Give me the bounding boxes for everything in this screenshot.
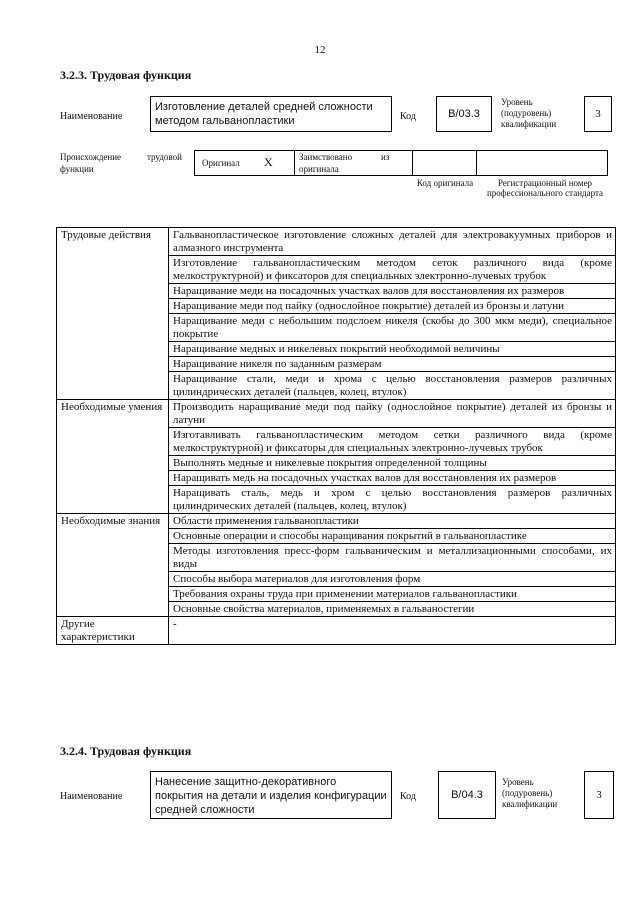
divider [476, 150, 477, 176]
level-label: Уровень (подуровень) квалификации [502, 777, 558, 809]
function-name-box: Нанесение защитно-декоративного покрытия на детали и изделия конфигурации средней сложности [150, 771, 392, 819]
row-item: Наращивание меди с небольшим подслоем никеля (скобы до 300 мкм меди), специальное покрытие [169, 314, 616, 342]
table-row [57, 617, 616, 645]
function-name-box: Изготовление деталей средней сложности методом гальванопластики [150, 96, 392, 132]
divider [294, 150, 295, 176]
origin-label-1: Происхождение [60, 152, 122, 162]
row-category: Другие характеристики [57, 617, 169, 645]
level-box: 3 [584, 96, 612, 132]
page-number: 12 [314, 44, 326, 56]
row-category: Необходимые знания [57, 514, 169, 617]
row-item: Гальванопластическое изготовление сложных деталей для электровакуумных приборов и алмазного инструмента [169, 228, 616, 256]
row-item: Изготовление гальванопластическим методом сеток различного вида (кроме мелкоструктурной) и фиксаторов для специальных электронно-лучевых трубок [169, 256, 616, 284]
section-heading: 3.2.4. Трудовая функция [60, 744, 192, 758]
row-item: Наращивание медных и никелевых покрытий необходимой величины [169, 342, 616, 357]
row-category: Трудовые действия [57, 228, 169, 400]
row-item: Наращивание никеля по заданным размерам [169, 357, 616, 372]
origin-label-3: функции [60, 164, 94, 174]
borrowed-label-1: Заимствовано [299, 152, 353, 162]
row-item: Производить наращивание меди под пайку (однослойное покрытие) деталей из бронзы и латуни [169, 400, 616, 428]
function-code-box: В/03.3 [436, 96, 492, 132]
row-item: Основные свойства материалов, применяемых в гальваностегии [169, 602, 616, 617]
row-item: - [169, 617, 616, 645]
function-code-box: В/04.3 [438, 771, 496, 819]
row-item: Основные операции и способы наращивания покрытий в гальванопластике [169, 529, 616, 544]
name-label: Наименование [60, 111, 123, 122]
row-item: Наращивание меди под пайку (однослойное покрытие) деталей из бронзы и латуни [169, 299, 616, 314]
divider [412, 150, 413, 176]
row-item: Наращивание меди на посадочных участках валов для восстановления их размеров [169, 284, 616, 299]
code-label: Код [400, 791, 416, 802]
borrowed-label-3: оригинала [299, 164, 339, 174]
borrowed-label-2: из [381, 152, 390, 162]
table-row [57, 514, 616, 529]
row-item: Требования охраны труда при применении материалов гальванопластики [169, 587, 616, 602]
code-label: Код [400, 111, 416, 122]
origin-label-2: трудовой [147, 152, 182, 162]
name-label: Наименование [60, 791, 123, 802]
row-category: Необходимые умения [57, 400, 169, 514]
row-item: Изготавливать гальванопластическим методом сетки различного вида (кроме мелкоструктурной) и фиксаторы для специальных электронно-лучевых трубок [169, 428, 616, 456]
origin-row [194, 150, 608, 176]
row-item: Методы изготовления пресс-форм гальваническим и металлизационными способами, их виды [169, 544, 616, 572]
code-original-caption: Код оригинала [416, 178, 474, 188]
row-item: Выполнять медные и никелевые покрытия определенной толщины [169, 456, 616, 471]
original-label: Оригинал [202, 158, 240, 168]
row-item: Способы выбора материалов для изготовления форм [169, 572, 616, 587]
level-box: 3 [584, 771, 614, 819]
original-mark: X [264, 155, 273, 169]
table-row [57, 400, 616, 428]
row-item: Наращивание стали, меди и хрома с целью восстановления размеров различных цилиндрических деталей (пальцев, колец, втулок) [169, 372, 616, 400]
level-label: Уровень (подуровень) квалификации [501, 97, 557, 129]
row-item: Наращивать медь на посадочных участках валов для восстановления их размеров [169, 471, 616, 486]
function-details-table [56, 227, 616, 645]
table-row [57, 228, 616, 256]
reg-number-caption: Регистрационный номер профессионального стандарта [486, 178, 604, 198]
row-item: Наращивать сталь, медь и хром с целью восстановления размеров различных цилиндрических деталей (пальцев, колец, втулок) [169, 486, 616, 514]
row-item: Области применения гальванопластики [169, 514, 616, 529]
section-heading: 3.2.3. Трудовая функция [60, 68, 192, 82]
